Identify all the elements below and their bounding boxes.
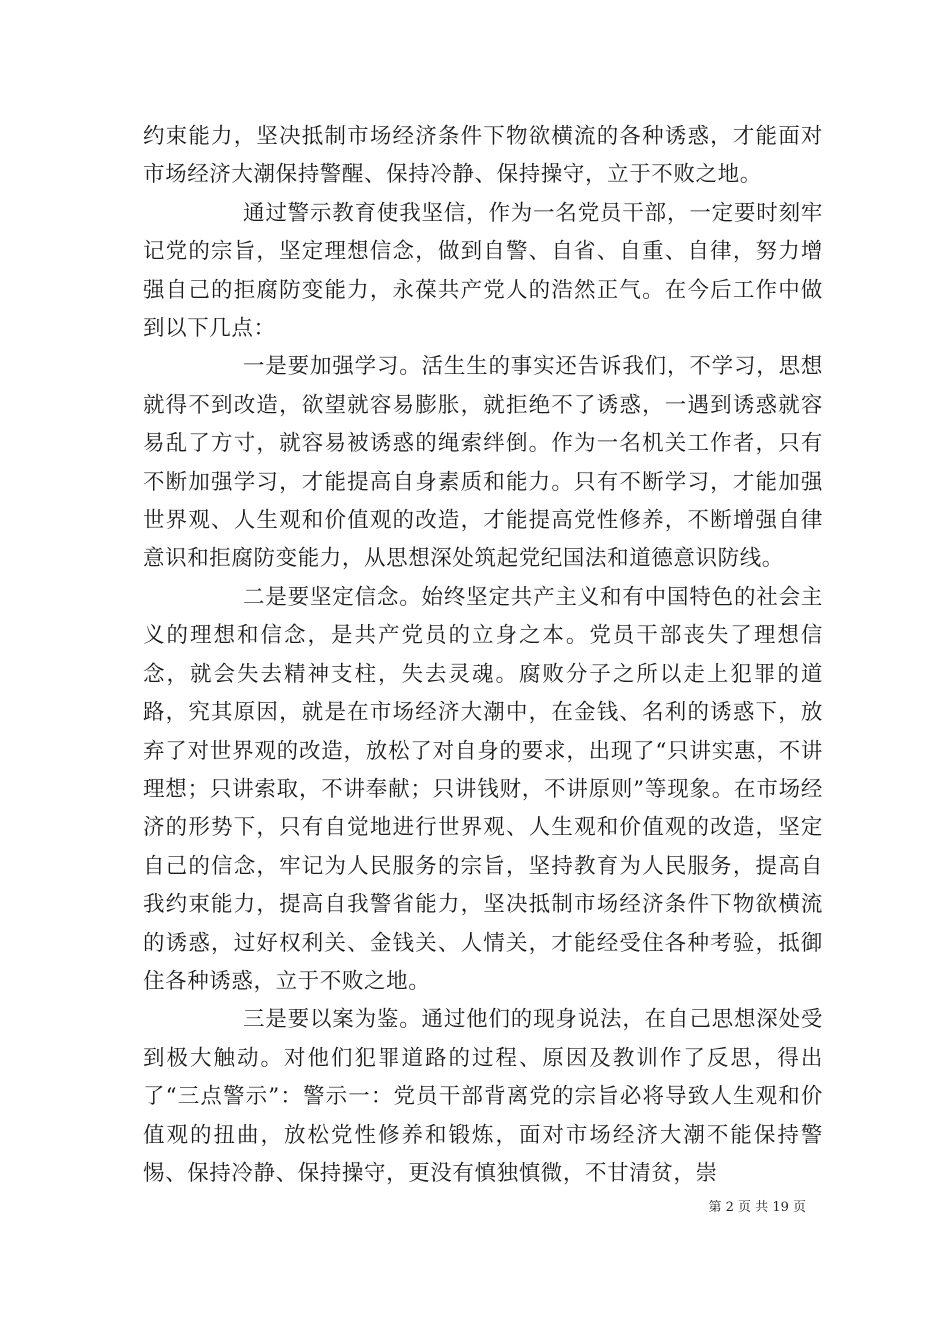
paragraph-point-one: 一是要加强学习。活生生的事实还告诉我们，不学习，思想就得不到改造，欲望就容易膨胀，就拒绝不了诱惑，一遇到诱惑就容易乱了方寸，就容易被诱惑的绳索绊倒。作为一名机关工作者，只有不断加强学习，才能提高自身素质和能力。只有不断学习，才能加强世界观、人生观和价值观的改造，才能提高党性修养，不断增强自律意识和拒腐防变能力，从思想深处筑起党纪国法和道德意识防线。 (143, 354, 823, 572)
paragraph-continuation: 约束能力，坚决抵制市场经济条件下物欲横流的各种诱惑，才能面对市场经济大潮保持警醒、保持冷静、保持操守，立于不败之地。 (143, 124, 823, 188)
paragraph-point-two: 二是要坚定信念。始终坚定共产主义和有中国特色的社会主义的理想和信念，是共产党员的立身之本。党员干部丧失了理想信念，就会失去精神支柱，失去灵魂。腐败分子之所以走上犯罪的道路，究其原因，就是在市场经济大潮中，在金钱、名利的诱惑下，放弃了对世界观的改造，放松了对自身的要求，出现了“只讲实惠，不讲理想；只讲索取，不讲奉献；只讲钱财，不讲原则”等现象。在市场经济的形势下，只有自觉地进行世界观、人生观和价值观的改造，坚定自己的信念，牢记为人民服务的宗旨，坚持教育为人民服务，提高自我约束能力，提高自我警省能力，坚决抵制市场经济条件下物欲横流的诱惑，过好权利关、金钱关、人情关，才能经受住各种考验，抵御住各种诱惑，立于不败之地。 (143, 584, 823, 994)
paragraph-point-three: 三是要以案为鉴。通过他们的现身说法，在自己思想深处受到极大触动。对他们犯罪道路的过程、原因及教训作了反思，得出了“三点警示”：警示一：党员干部背离党的宗旨必将导致人生观和价值观的扭曲，放松党性修养和锻炼，面对市场经济大潮不能保持警惕、保持冷静、保持操守，更没有慎独慎微，不甘清贫，崇 (143, 1007, 823, 1186)
document-body (143, 118, 823, 1193)
paragraph-intro: 通过警示教育使我坚信，作为一名党员干部，一定要时刻牢记党的宗旨，坚定理想信念，做到自警、自省、自重、自律，努力增强自己的拒腐防变能力，永葆共产党人的浩然正气。在今后工作中做到以下几点： (143, 200, 823, 342)
page-number-footer: 第 2 页 共 19 页 (708, 1200, 806, 1215)
